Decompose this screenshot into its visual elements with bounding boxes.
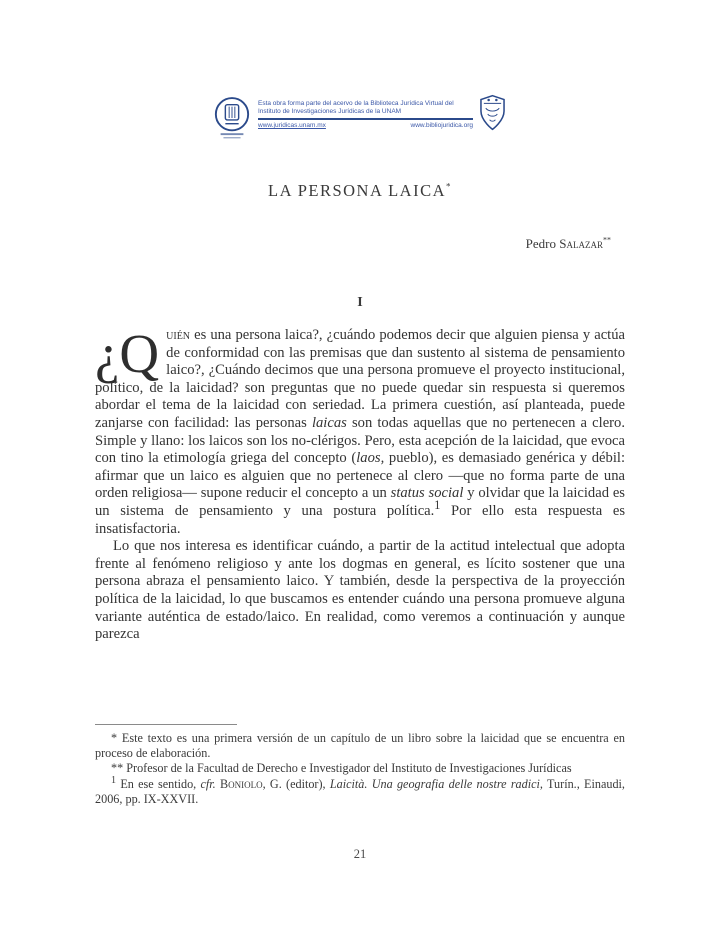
unam-shield-logo-icon: [480, 94, 505, 137]
article-body: [95, 323, 625, 644]
iij-unam-circular-logo-icon: [213, 94, 251, 147]
article-title: [95, 181, 625, 201]
paragraph-1-text: uién es una persona laica?, ¿cuándo podemos decir que alguien piensa y actúa de conformidad con las premisas que dan sustento al sistema de pensamiento laico?, ¿Cuándo decimos que una persona promueve el proyecto institucional, político, de la laicidad? son preguntas que no puede quedar sin respuesta si queremos abordar el tema de la laicidad con seriedad. La primera cuestión, así planteada, puede zanjarse con facilidad: las personas laicas son todas aquellas que no pertenecen a clero. Simple y llano: los laicos son los no-clérigos. Pero, esta acepción de la laicidad, que evoca con tino la etimología griega del concepto (laos, pueblo), es demasiado genérica y débil: afirmar que un laico es alguien que no pertenece al clero —que no forma parte de una orden religiosa— supone reducir el concepto a un status social y olvidar que la laicidad es un sistema de pensamiento y una postura política.$^1$ Por ello esta respuesta es insatisfactoria.: [95, 327, 625, 537]
paragraph-2: [95, 538, 625, 644]
footnotes-block: [95, 724, 625, 807]
page-number: 21: [353, 847, 367, 861]
footnote-1: $^1$ En ese sentido, cfr. Boniolo, G. (editor), Laicità. Una geografia delle nostre radici, Turín., Einaudi, 2006, pp. IX-XXVII.: [95, 774, 625, 806]
footnote-star: * Este texto es una primera versión de un capítulo de un libro sobre la laicidad que se encuentra en proceso de elaboración.: [95, 731, 625, 761]
library-notice-text: Esta obra forma parte del acervo de la Biblioteca Jurídica Virtual del Instituto de Investigaciones Jurídicas de la UNAM: [258, 100, 473, 120]
library-header: [213, 94, 505, 147]
paragraph-2-text: Lo que nos interesa es identificar cuándo, a partir de la actitud intelectual que adopta frente al fenómeno religioso y ante los dogmas en general, es lícito sostener que una persona abraza el pensamiento laico. Y también, desde la perspectiva de la proyección política de la laicidad, lo que buscamos es entender cuándo una persona promueve alguna variante auténtica de estado/laico. En realidad, como veremos a continuación y aunque parezca: [95, 538, 625, 643]
paragraph-1: [95, 323, 625, 538]
title-footnote-marker: *: [446, 181, 453, 192]
author-line: [95, 236, 625, 252]
bibliojuridica-link[interactable]: www.bibliojuridica.org: [410, 122, 473, 129]
footnote-doublestar: ** Profesor de la Facultad de Derecho e Investigador del Instituto de Investigaciones Jurídicas: [111, 761, 572, 776]
juridicas-unam-link[interactable]: www.juridicas.unam.mx: [258, 122, 326, 129]
footnote-separator-rule: [95, 724, 237, 725]
author-name: Pedro Salazar**: [525, 235, 611, 251]
section-heading: I: [357, 295, 363, 310]
article-title-text: LA PERSONA LAICA: [267, 181, 447, 200]
library-urls-row: [258, 122, 473, 129]
dropcap: ¿Q: [95, 323, 160, 384]
library-notice-block: [258, 94, 473, 129]
